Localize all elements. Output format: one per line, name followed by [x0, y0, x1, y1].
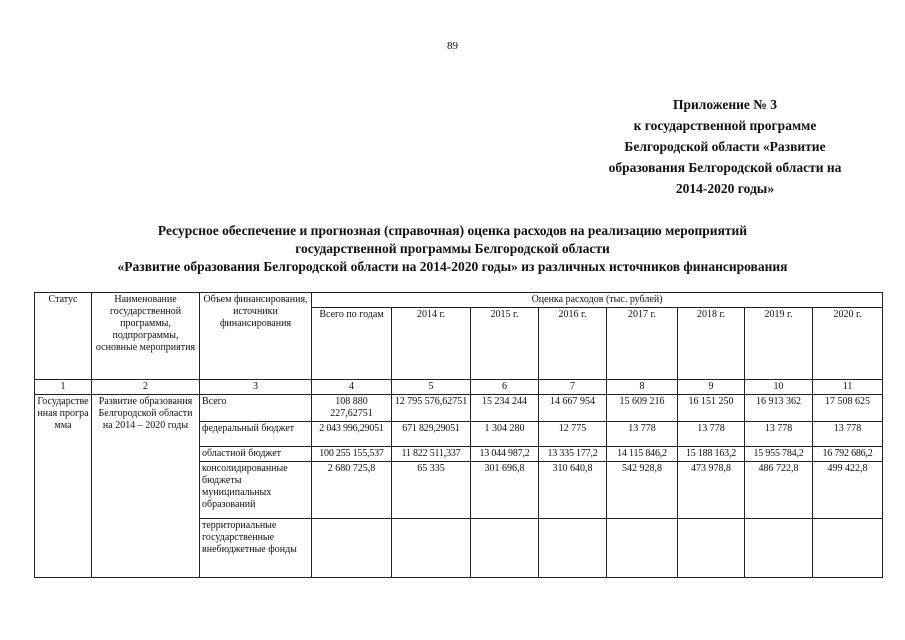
column-number: 5	[392, 380, 471, 395]
source-cell: территориальные государственные внебюджетные фонды	[200, 519, 312, 578]
source-cell: Всего	[200, 395, 312, 422]
appendix-line: образования Белгородской области на	[608, 160, 842, 175]
value-cell	[471, 519, 539, 578]
header-year: 2014 г.	[392, 308, 471, 380]
value-cell: 14 115 846,2	[607, 447, 678, 462]
value-cell: 14 667 954	[539, 395, 607, 422]
table-header-row	[35, 293, 883, 308]
header-year: 2020 г.	[813, 308, 883, 380]
value-cell: 108 880 227,62751	[312, 395, 392, 422]
title-line: государственной программы Белгородской области	[295, 241, 610, 256]
status-cell: Государственная программа	[35, 395, 92, 578]
value-cell: 13 778	[745, 422, 813, 447]
column-number: 2	[92, 380, 200, 395]
column-number: 1	[35, 380, 92, 395]
value-cell	[539, 519, 607, 578]
value-cell: 12 775	[539, 422, 607, 447]
value-cell	[392, 519, 471, 578]
value-cell: 11 822 511,337	[392, 447, 471, 462]
header-status: Статус	[35, 293, 92, 380]
header-estimate: Оценка расходов (тыс. рублей)	[312, 293, 883, 308]
value-cell: 12 795 576,62751	[392, 395, 471, 422]
value-cell: 542 928,8	[607, 462, 678, 519]
value-cell: 100 255 155,537	[312, 447, 392, 462]
appendix-line: 2014-2020 годы»	[675, 181, 775, 196]
value-cell: 13 335 177,2	[539, 447, 607, 462]
value-cell: 2 043 996,29051	[312, 422, 392, 447]
column-number: 6	[471, 380, 539, 395]
value-cell	[745, 519, 813, 578]
source-cell: консолидированные бюджеты муниципальных образований	[200, 462, 312, 519]
value-cell: 16 792 686,2	[813, 447, 883, 462]
header-sources: Объем финансирования, источники финансирования	[200, 293, 312, 380]
header-year: Всего по годам	[312, 308, 392, 380]
value-cell	[312, 519, 392, 578]
header-year: 2017 г.	[607, 308, 678, 380]
title-line: «Развитие образования Белгородской области на 2014-2020 годы» из различных источников финансирования	[117, 259, 788, 274]
column-number: 10	[745, 380, 813, 395]
value-cell: 1 304 280	[471, 422, 539, 447]
value-cell: 671 829,29051	[392, 422, 471, 447]
page-number: 89	[447, 40, 458, 52]
header-year: 2016 г.	[539, 308, 607, 380]
value-cell: 310 640,8	[539, 462, 607, 519]
value-cell: 13 778	[678, 422, 745, 447]
value-cell: 17 508 625	[813, 395, 883, 422]
source-cell: федеральный бюджет	[200, 422, 312, 447]
header-year: 2015 г.	[471, 308, 539, 380]
column-number: 7	[539, 380, 607, 395]
column-number: 3	[200, 380, 312, 395]
value-cell: 16 151 250	[678, 395, 745, 422]
header-year: 2019 г.	[745, 308, 813, 380]
value-cell: 301 696,8	[471, 462, 539, 519]
value-cell	[678, 519, 745, 578]
table-row	[35, 395, 883, 422]
title-line: Ресурсное обеспечение и прогнозная (справочная) оценка расходов на реализацию мероприятий	[157, 223, 748, 238]
value-cell: 65 335	[392, 462, 471, 519]
value-cell: 473 978,8	[678, 462, 745, 519]
program-name-cell: Развитие образования Белгородской области на 2014 – 2020 годы	[92, 395, 200, 578]
column-number: 11	[813, 380, 883, 395]
value-cell: 16 913 362	[745, 395, 813, 422]
appendix-line: Приложение № 3	[673, 97, 777, 112]
value-cell: 2 680 725,8	[312, 462, 392, 519]
value-cell: 15 234 244	[471, 395, 539, 422]
column-number: 4	[312, 380, 392, 395]
value-cell	[813, 519, 883, 578]
column-number: 8	[607, 380, 678, 395]
source-cell: областной бюджет	[200, 447, 312, 462]
value-cell	[607, 519, 678, 578]
header-year: 2018 г.	[678, 308, 745, 380]
value-cell: 15 188 163,2	[678, 447, 745, 462]
value-cell: 13 778	[607, 422, 678, 447]
appendix-line: к государственной программе	[633, 118, 817, 133]
column-number-row	[35, 380, 883, 395]
value-cell: 15 609 216	[607, 395, 678, 422]
funding-table	[34, 292, 883, 578]
header-name: Наименование государственной программы, подпрограммы, основные мероприятия	[92, 293, 200, 380]
value-cell: 499 422,8	[813, 462, 883, 519]
document-title	[40, 222, 865, 276]
value-cell: 13 778	[813, 422, 883, 447]
appendix-header	[580, 94, 870, 199]
column-number: 9	[678, 380, 745, 395]
value-cell: 13 044 987,2	[471, 447, 539, 462]
value-cell: 486 722,8	[745, 462, 813, 519]
appendix-line: Белгородской области «Развитие	[624, 139, 826, 154]
value-cell: 15 955 784,2	[745, 447, 813, 462]
